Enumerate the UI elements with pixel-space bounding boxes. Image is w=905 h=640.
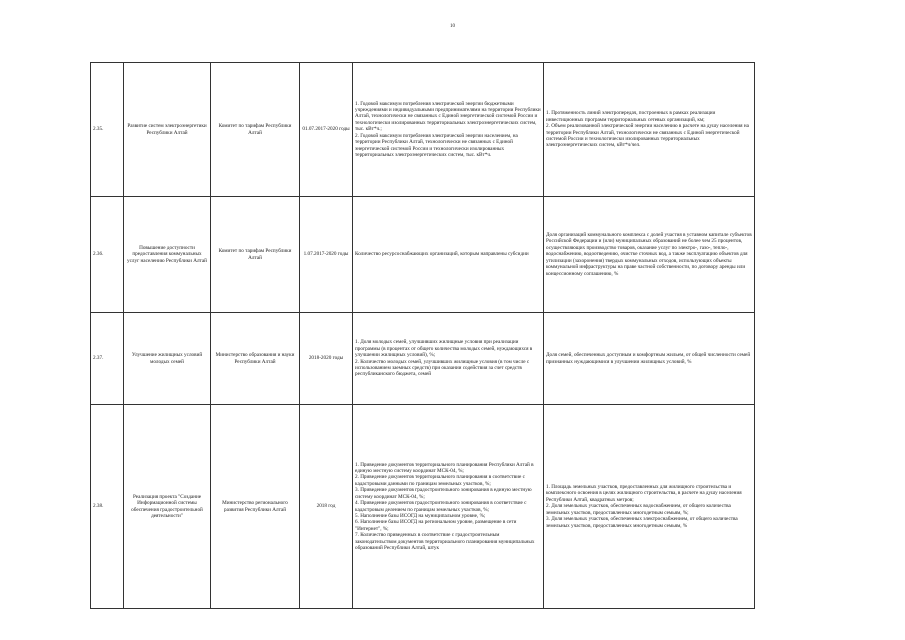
responsible-cell: Министерство регионального развития Республики Алтай <box>211 405 300 609</box>
result-item: 2. Объем реализованной электрической энергии населению в расчете на душу населения на территории Республики Алтай, технологически не связанных с Единой энергетической системой России и технологически изолированных территориальных электроэнергетических систем, кВт*ч/чел. <box>546 123 749 149</box>
indicator-item: 1. Приведение документов территориального планирования Республики Алтай в единую местную систему координат МСК-04, %; <box>355 461 534 475</box>
indicator-item: Количество ресурсоснабжающих организаций, которым направлены субсидии <box>355 251 529 258</box>
indicator-item: 2. Годовой максимум потребления электрической энергии населением, на территории Республики Алтай, технологически не связанных с Единой энергетической системой России и технологически изолированных территориальных электроэнергетических систем, тыс. кВт*ч. <box>355 132 518 158</box>
indicators-cell <box>353 63 544 197</box>
indicator-item: 5. Наполнение базы ИСОГД на муниципальном уровне, %; <box>355 512 486 519</box>
result-item: 1. Протяженность линий электропередач, построенных в рамках реализации инвестиционных программ территориальных сетевых организаций, км; <box>546 110 716 123</box>
result-item: Доля организаций коммунального комплекса с долей участия в уставном капитале субъектов Российской Федерации и (или) муниципальных образований не более чем 25 процентов, осуществляющих производство товаров, оказание услуг по электро-, газо-, тепло-, водоснабжению, водоотведению, очистке сточных вод, а также эксплуатацию объектов для утилизации (захоронения) твердых коммунальных отходов, использующих объекты коммунальной инфраструктуры на праве частной собственности, по договору аренды или концессионному соглашению, % <box>546 232 752 277</box>
result-item: Доля семей, обеспеченных доступным и комфортным жильем, от общей численности семей признанных нуждающимися в улучшении жилищных условий, % <box>546 352 751 365</box>
table-row <box>91 313 755 405</box>
table-row <box>91 63 755 197</box>
results-cell <box>544 197 755 313</box>
indicators-cell <box>353 197 544 313</box>
indicator-item: 6. Наполнение базы ИСОГД на региональном уровне, размещение в сети "Интернет", %; <box>355 519 517 532</box>
table-row <box>91 197 755 313</box>
results-cell <box>544 313 755 405</box>
indicator-item: 3. Приведение документов градостроительного зонирования в единую местную систему координат МСК-04, %; <box>355 487 532 500</box>
indicator-item: 2. Приведение документов территориального планирования в соответствие с кадастровыми данными по границам земельных участков, %; <box>355 474 525 487</box>
page-number: 10 <box>450 24 455 29</box>
result-item: 1. Площадь земельных участков, предоставленных для жилищного строительства и комплексного освоения в целях жилищного строительства, в расчете на душу населения Республики Алтай, квадратных метров; <box>546 484 742 503</box>
indicator-item: 1. Годовой максимум потребления электрической энергии бюджетными учреждениями и индивидуальными предпринимателями на территории Республики Алтай, технологически не связанных с Единой энергетической системой России и технологически изолированных территориальных электроэнергетических систем, тыс. кВт*ч.; <box>355 100 541 133</box>
period-cell: 2018 год <box>300 405 353 609</box>
indicator-item: 2. Количество молодых семей, улучшивших жилищные условия (в том числе с использованием заемных средств) при оказании содействия за счет средств республиканского бюджета, семей <box>355 358 530 378</box>
event-name-cell: Реализация проекта "Создание Информационной системы обеспечения градостроительной деятельности" <box>124 405 211 609</box>
responsible-cell: Министерство образования и науки Республики Алтай <box>211 313 300 405</box>
row-number-cell: 2.36. <box>91 197 124 313</box>
event-name-cell: Улучшение жилищных условий молодых семей <box>124 313 211 405</box>
results-cell <box>544 63 755 197</box>
row-number-cell: 2.37. <box>91 313 124 405</box>
period-cell: 01.07.2017-2020 годы <box>300 63 353 197</box>
indicator-item: 7. Количество приведенных в соответствие с градостроительным законодательством документов территориального планирования муниципальных образований Республики Алтай, штук <box>355 532 535 551</box>
period-cell: 1.07.2017-2020 годы <box>300 197 353 313</box>
row-number-cell: 2.38. <box>91 405 124 609</box>
result-item: 2. Доля земельных участков, обеспеченных водоснабжением, от общего количества земельных участков, предоставленных многодетным семьям, %; <box>546 503 731 516</box>
result-item: 3. Доля земельных участков, обеспеченных электроснабжением, от общего количества земельных участков, предоставленных многодетным семьям, % <box>546 516 738 529</box>
indicator-item: 1. Доля молодых семей, улучшивших жилищные условия при реализации программы (в процентах от общего количества молодых семей, нуждающихся в улучшении жилищных условий), %; <box>355 339 533 359</box>
indicators-cell <box>353 405 544 609</box>
indicators-cell <box>353 313 544 405</box>
results-cell <box>544 405 755 609</box>
event-name-cell: Повышение доступности предоставления коммунальных услуг населению Республики Алтай <box>124 197 211 313</box>
program-table <box>90 62 755 609</box>
indicator-item: 4. Приведение документов градостроительного зонирования в соответствие с кадастровым делением по границам земельных участков, %; <box>355 500 527 513</box>
responsible-cell: Комитет по тарифам Республики Алтай <box>211 63 300 197</box>
table-row <box>91 405 755 609</box>
period-cell: 2018-2020 годы <box>300 313 353 405</box>
responsible-cell: Комитет по тарифам Республики Алтай <box>211 197 300 313</box>
row-number-cell: 2.35. <box>91 63 124 197</box>
event-name-cell: Развитие систем электроэнергетики Республики Алтай <box>124 63 211 197</box>
